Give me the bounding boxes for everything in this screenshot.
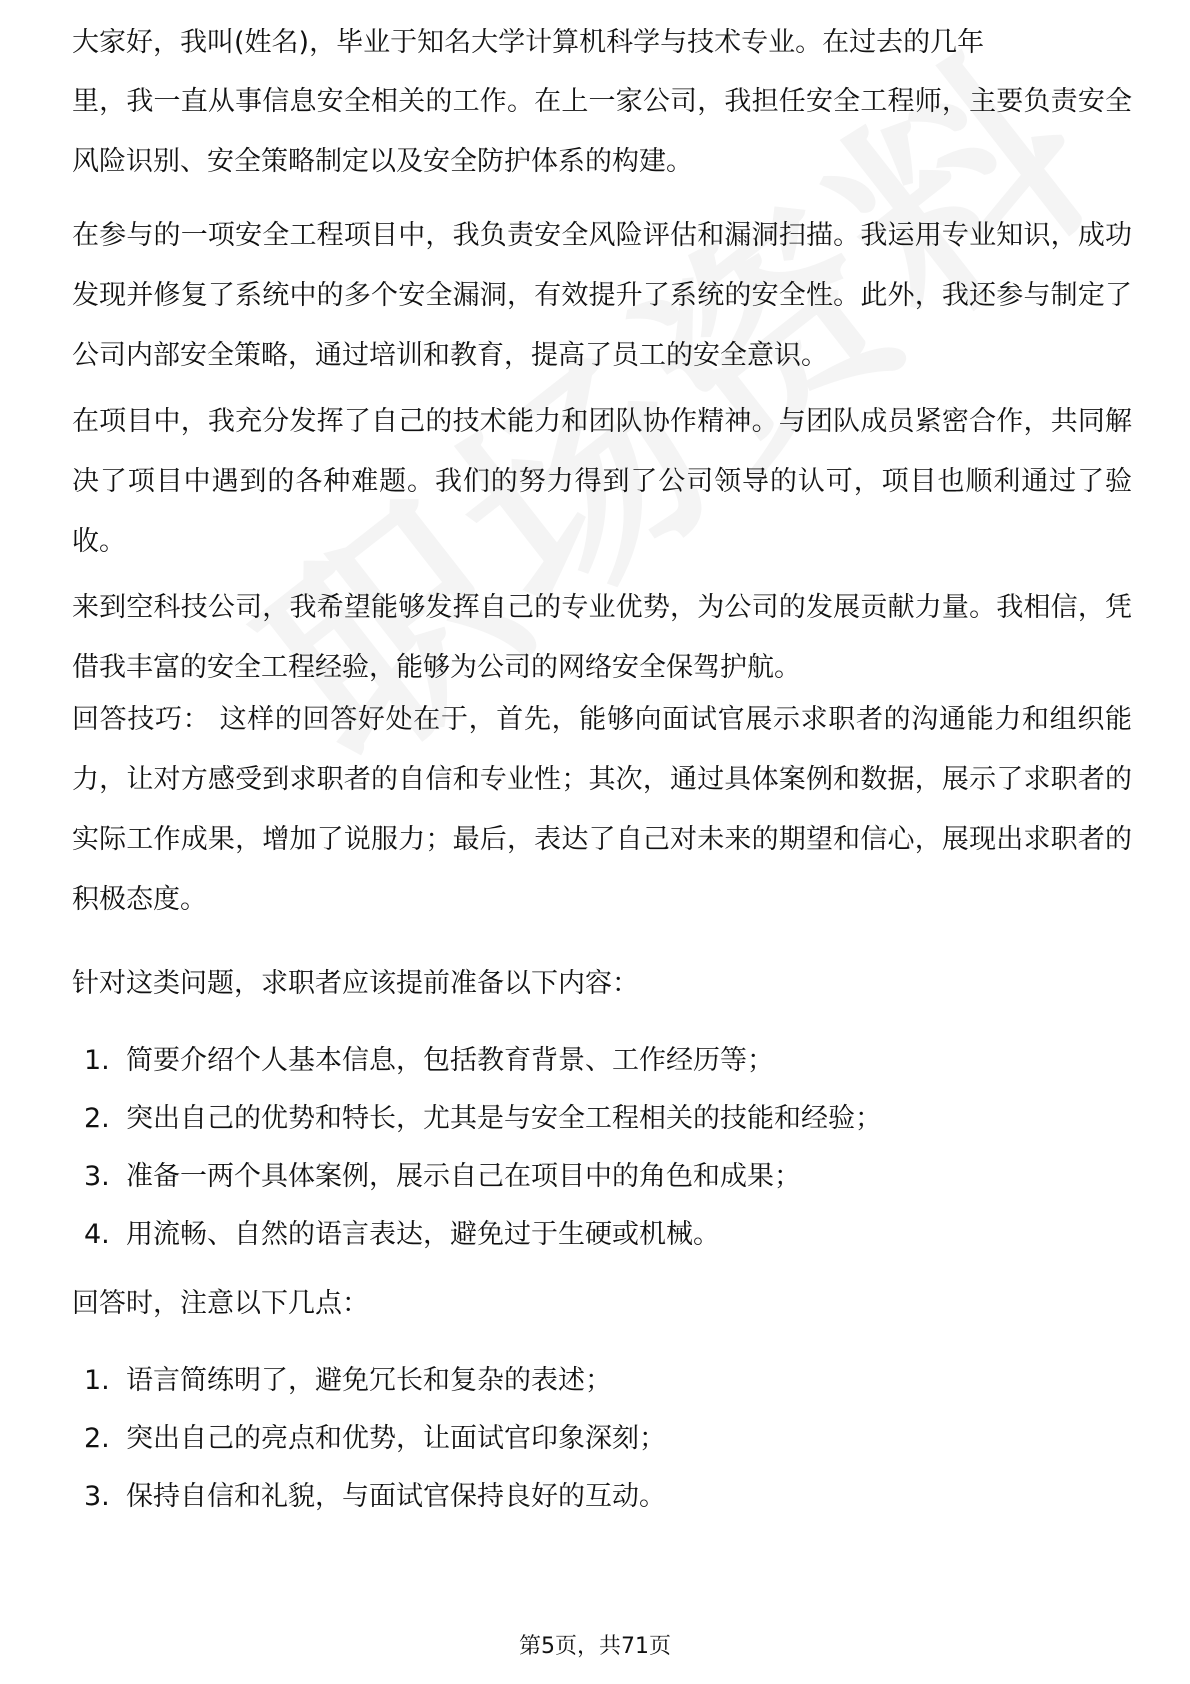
list-item: 2. 突出自己的亮点和优势，让面试官印象深刻； [84, 1423, 666, 1454]
notes-list [84, 1352, 1134, 1526]
list-item: 4. 用流畅、自然的语言表达，避免过于生硬或机械。 [84, 1219, 720, 1250]
cut-off-line: 大家好，我叫(姓名)，毕业于知名大学计算机科学与技术专业。在过去的几年 [72, 28, 985, 58]
list-item: 3. 准备一两个具体案例，展示自己在项目中的角色和成果； [84, 1161, 801, 1192]
list-item: 1. 语言简练明了，避免冗长和复杂的表述； [84, 1365, 612, 1396]
paragraph-work-experience: 里，我一直从事信息安全相关的工作。在上一家公司，我担任安全工程师，主要负责安全风险识别、安全策略制定以及安全防护体系的构建。 [72, 86, 1132, 177]
paragraph-teamwork: 在项目中，我充分发挥了自己的技术能力和团队协作精神。与团队成员紧密合作，共同解决了项目中遇到的各种难题。我们的努力得到了公司领导的认可，项目也顺利通过了验收。 [72, 406, 1132, 557]
list-item: 1. 简要介绍个人基本信息，包括教育背景、工作经历等； [84, 1045, 774, 1076]
list-item: 3. 保持自信和礼貌，与面试官保持良好的互动。 [84, 1481, 666, 1512]
prepare-list [84, 1032, 1134, 1264]
list-item: 2. 突出自己的优势和特长，尤其是与安全工程相关的技能和经验； [84, 1103, 882, 1134]
paragraph-answer-tips: 回答技巧： 这样的回答好处在于，首先，能够向面试官展示求职者的沟通能力和组织能力，让对方感受到求职者的自信和专业性；其次，通过具体案例和数据，展示了求职者的实际工作成果，增加了说服力；最后，表达了自己对未来的期望和信心，展现出求职者的积极态度。 [72, 704, 1132, 915]
paragraph-goal: 来到空科技公司，我希望能够发挥自己的专业优势，为公司的发展贡献力量。我相信，凭借我丰富的安全工程经验，能够为公司的网络安全保驾护航。 [72, 592, 1132, 683]
paragraph-project: 在参与的一项安全工程项目中，我负责安全风险评估和漏洞扫描。我运用专业知识，成功发现并修复了系统中的多个安全漏洞，有效提升了系统的安全性。此外，我还参与制定了公司内部安全策略，通过培训和教育，提高了员工的安全意识。 [72, 220, 1132, 371]
paragraph-prepare-intro: 针对这类问题，求职者应该提前准备以下内容： [72, 968, 639, 999]
page-number: 第5页，共71页 [519, 1634, 671, 1659]
notes-heading: 回答时，注意以下几点： [72, 1288, 369, 1319]
